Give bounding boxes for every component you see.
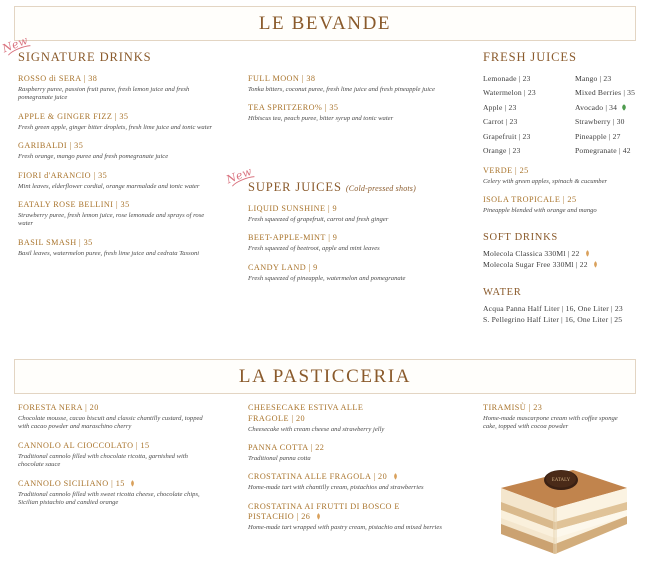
item-description: Home-made mascarpone cream with coffee sponge cake, topped with cocoa powder — [483, 415, 618, 431]
juice-item: Mango | 23 — [575, 74, 612, 83]
item-name: CANNOLO SICILIANO | 15 — [18, 479, 228, 490]
heading-water: WATER — [483, 286, 522, 298]
item-description: Raspberry puree, passion fruit puree, fresh lemon juice and fresh pomegranate juice — [18, 86, 190, 102]
menu-item — [18, 479, 228, 508]
item-description: Celery with green apples, spinach & cucumber — [483, 177, 608, 185]
juice-item: Avocado | 34 — [575, 103, 648, 112]
menu-item — [18, 171, 228, 191]
column-super-juices — [248, 180, 458, 292]
item-name: BEET-APPLE-MINT | 9 — [248, 233, 338, 243]
item-description: Basil leaves, watermelon puree, fresh lime juice and cedrata Tassoni — [18, 249, 200, 257]
juice-item: Strawberry | 30 — [575, 117, 625, 127]
item-description: Fresh squeezed of beetroot, apple and mint leaves — [248, 245, 380, 253]
juice-item: Carrot | 23 — [483, 117, 518, 127]
column-pasticceria-3 — [483, 403, 648, 441]
section-title-bevande: LE BEVANDE — [258, 12, 392, 34]
item-name: GARIBALDI | 35 — [18, 141, 84, 151]
diet-marker-icon — [593, 261, 598, 268]
item-description: Fresh squeezed of pineapple, watermelon and pomegranate — [248, 274, 406, 282]
item-description: Traditional cannolo filled with chocolate ricotta, garnished with chocolate sauce — [18, 452, 188, 469]
item-description: Fresh orange, mango puree and fresh pomegranate juice — [18, 153, 169, 161]
menu-item — [248, 472, 458, 492]
item-name: VERDE | 25 — [483, 165, 529, 175]
item-description: Cheesecake with cream cheese and strawberry jelly — [248, 425, 385, 433]
item-name: ISOLA TROPICALE | 25 — [483, 195, 577, 205]
item-name: EATALY ROSE BELLINI | 35 — [18, 200, 130, 210]
new-badge-super-juices: New — [225, 165, 254, 187]
menu-item — [18, 74, 228, 103]
item-description: Tonka bitters, coconut puree, fresh lime juice and fresh pineapple juice — [248, 86, 435, 93]
menu-item — [248, 74, 458, 94]
item-name: TIRAMISÙ | 23 — [483, 403, 543, 412]
item-name: FIORI d'ARANCIO | 35 — [18, 170, 108, 180]
item-description: Home-made tart with chantilly cream, pistachios and strawberries — [248, 484, 424, 492]
item-description: Home-made tart wrapped with pastry cream, pistachio and mixed berries — [248, 524, 442, 532]
menu-item — [248, 233, 458, 253]
menu-item — [248, 103, 458, 123]
item-name: CROSTATINA ALLE FRAGOLA | 20 — [248, 472, 458, 483]
water-line: S. Pellegrino Half Liter | 16, One Liter | 25 — [483, 315, 623, 325]
menu-item — [18, 200, 228, 229]
menu-item — [248, 403, 458, 434]
menu-item — [18, 238, 228, 258]
item-name: CHEESECAKE ESTIVA ALLE FRAGOLE | 20 — [248, 403, 364, 423]
juice-item: Orange | 23 — [483, 145, 521, 155]
item-name: CANNOLO AL CIOCCOLATO | 15 — [18, 440, 150, 450]
item-name: CROSTATINA AI FRUTTI DI BOSCO E PISTACHIO | 26 — [248, 501, 400, 522]
heading-signature-drinks: SIGNATURE DRINKS — [18, 50, 152, 64]
tiramisu-photo — [487, 458, 637, 566]
menu-item — [248, 263, 458, 283]
juice-item: Grapefruit | 23 — [483, 131, 531, 141]
item-description: Pineapple blended with orange and mango — [483, 207, 597, 215]
item-name: FORESTA NERA | 20 — [18, 403, 99, 412]
diet-marker-icon — [393, 473, 398, 480]
heading-super-juices-label: SUPER JUICES — [248, 180, 342, 194]
heading-fresh-juices: FRESH JUICES — [483, 50, 577, 64]
new-badge-signature: New — [1, 34, 30, 56]
section-title-pasticceria: LA PASTICCERIA — [238, 365, 412, 387]
column-pasticceria-1 — [18, 403, 228, 516]
item-description: Mint leaves, elderflower cordial, orange marmalade and tonic water — [18, 182, 200, 190]
item-name: PANNA COTTA | 22 — [248, 442, 325, 452]
soft-drink-line: Molecola Sugar Free 330Ml | 22 — [483, 259, 648, 271]
juice-item: Lemonade | 23 — [483, 74, 531, 83]
juice-item: Apple | 23 — [483, 102, 517, 112]
item-name: TEA SPRITZERO% | 35 — [248, 103, 339, 113]
diet-marker-icon — [316, 513, 321, 520]
item-description: Hibiscus tea, peach puree, bitter syrup and tonic water — [248, 115, 394, 123]
menu-item — [483, 166, 648, 186]
heading-soft-drinks: SOFT DRINKS — [483, 231, 558, 243]
menu-item — [483, 403, 648, 432]
menu-item — [248, 502, 458, 533]
item-name: LIQUID SUNSHINE | 9 — [248, 204, 338, 213]
column-pasticceria-2 — [248, 403, 458, 542]
svg-text:EATALY: EATALY — [551, 478, 571, 483]
item-description: Traditional cannolo filled with sweet ricotta cheese, chocolate chips, Sicilian pistachio and candied orange — [18, 490, 200, 507]
item-name: FULL MOON | 38 — [248, 74, 316, 83]
soft-drink-line: Molecola Classica 330Ml | 22 — [483, 248, 648, 260]
menu-item — [483, 195, 648, 215]
item-description: Chocolate mousse, cacao biscuit and classic chantilly custard, topped with cacao powder and maraschino cherry — [18, 415, 203, 431]
section-banner-bevande — [14, 6, 636, 41]
heading-super-juices-subtitle: (Cold-pressed shots) — [345, 184, 416, 193]
item-name: APPLE & GINGER FIZZ | 35 — [18, 111, 129, 121]
water-line: Acqua Panna Half Liter | 16, One Liter | 23 — [483, 303, 623, 313]
item-name: ROSSO di SERA | 38 — [18, 74, 98, 83]
column-signature-continued — [248, 74, 458, 133]
item-name: BASIL SMASH | 35 — [18, 237, 93, 247]
diet-marker-icon — [585, 250, 590, 257]
juice-item: Watermelon | 23 — [483, 88, 536, 98]
diet-marker-icon — [130, 480, 135, 487]
item-description: Strawberry puree, fresh lemon juice, rose lemonade and sprays of rose water — [18, 212, 205, 228]
item-name: CANDY LAND | 9 — [248, 262, 318, 272]
menu-item — [248, 443, 458, 463]
item-description: Fresh squeezed of grapefruit, carrot and fresh ginger — [248, 216, 389, 223]
juice-item: Mixed Berries | 35 — [575, 88, 636, 98]
section-banner-pasticceria — [14, 359, 636, 394]
item-description: Traditional panna cotta — [248, 454, 311, 462]
menu-item — [18, 141, 228, 161]
menu-item — [248, 204, 458, 224]
juice-item: Pomegranate | 42 — [575, 145, 631, 155]
column-fresh-juices — [483, 50, 648, 326]
column-signature-drinks — [18, 50, 228, 267]
juice-item: Pineapple | 27 — [575, 131, 621, 141]
menu-item — [18, 441, 228, 470]
heading-super-juices — [248, 180, 458, 195]
item-description: Fresh green apple, ginger bitter droplets, fresh lime juice and tonic water — [18, 123, 213, 131]
leaf-icon — [621, 104, 627, 111]
menu-item — [18, 403, 228, 432]
fresh-juices-grid — [483, 74, 648, 155]
menu-item — [18, 112, 228, 132]
